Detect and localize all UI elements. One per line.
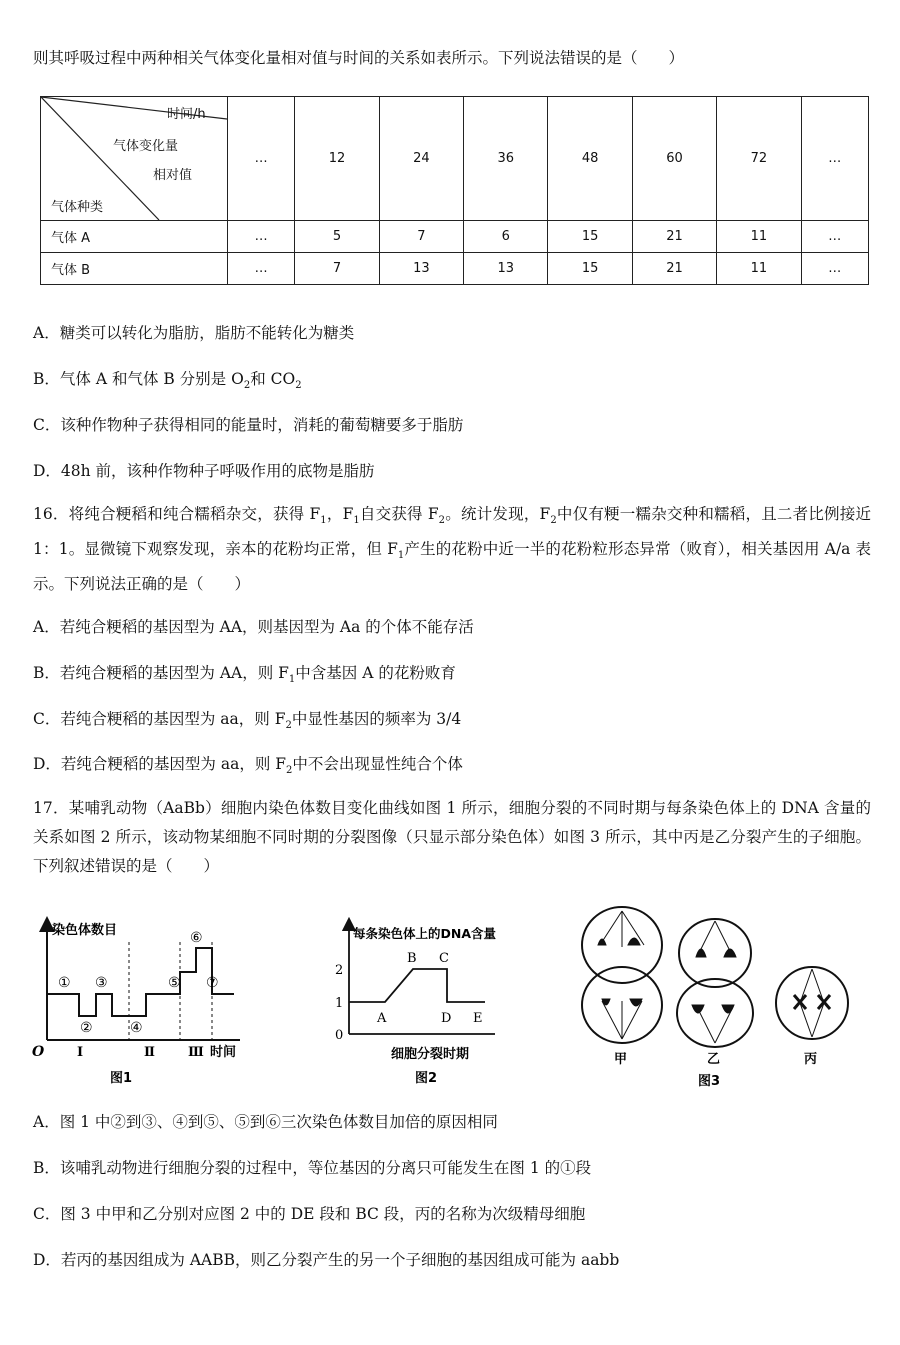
table-row — [41, 221, 869, 253]
q16-stem: 16．将纯合粳稻和纯合糯稻杂交，获得 $F_1$，$F_1$自交获得 $F_2$。统计发现，$F_2$中仅有粳一糯杂交种和糯稻，且二者比例接近 1：1。显微镜下观察发现，亲本的花粉均正常，但 $F_1$产生的花粉中近一半的花粉粒形态异常（败育），相关基因用 A/a 表示。下列说法正确的是（ ） — [33, 505, 871, 594]
q16-option-a: A．若纯合粳稻的基因型为 AA，则基因型为 Aa 的个体不能存活 — [33, 618, 474, 636]
fig2-xlabel: 细胞分裂时期 — [391, 1047, 470, 1062]
fig1-tick-2: Ⅱ — [144, 1045, 155, 1060]
q17-option-b: B．该哺乳动物进行细胞分裂的过程中，等位基因的分离只可能发生在图 1 的①段 — [33, 1159, 592, 1177]
table-cell: 15 — [548, 253, 632, 285]
fig1-tick-1: Ⅰ — [77, 1045, 84, 1060]
table-cell: 15 — [548, 221, 632, 253]
fig2-ytick-0: 0 — [335, 1028, 344, 1043]
corner-kind-label: 气体种类 — [51, 200, 104, 215]
table-corner-cell — [41, 97, 228, 221]
cell-jia — [582, 907, 662, 1043]
table-cell: 7 — [295, 253, 379, 285]
q15-intro: 则其呼吸过程中两种相关气体变化量相对值与时间的关系如表所示。下列说法错误的是（ ） — [33, 49, 685, 67]
fig3-label-yi: 乙 — [707, 1052, 721, 1067]
table-cell: 21 — [632, 253, 716, 285]
fig2-caption: 图2 — [415, 1071, 438, 1086]
header-cell: 24 — [379, 97, 463, 221]
fig1-stage-7: ⑦ — [206, 975, 219, 991]
fig2-point-e: E — [473, 1011, 483, 1026]
figure-1 — [30, 912, 260, 1092]
header-cell: 12 — [295, 97, 379, 221]
cell-bing — [776, 967, 848, 1039]
q17-stem: 17．某哺乳动物（AaBb）细胞内染色体数目变化曲线如图 1 所示，细胞分裂的不同时期与每条染色体上的 DNA 含量的关系如图 2 所示，该动物某细胞不同时期的分裂图像（只显示部分染色体）如图 3 所示，其中丙是乙分裂产生的子细胞。下列叙述错误的是（ ） — [33, 799, 871, 875]
fig3-caption: 图3 — [698, 1074, 721, 1089]
q16-option-d: D．若纯合粳稻的基因型为 aa，则 $F_2$中不会出现显性纯合个体 — [33, 755, 463, 777]
corner-time-label: 时间/h — [167, 107, 206, 122]
table-cell: 13 — [464, 253, 548, 285]
gas-table — [40, 96, 869, 285]
fig1-stage-4: ④ — [130, 1020, 143, 1036]
figure-2 — [325, 912, 555, 1092]
q17-option-d: D．若丙的基因组成为 AABB，则乙分裂产生的另一个子细胞的基因组成可能为 aabb — [33, 1251, 620, 1269]
header-cell: 72 — [717, 97, 801, 221]
fig1-ylabel: 染色体数目 — [52, 923, 118, 938]
table-row — [41, 253, 869, 285]
header-cell: 36 — [464, 97, 548, 221]
fig2-ytick-2: 2 — [335, 963, 344, 978]
fig2-point-a: A — [377, 1011, 387, 1026]
corner-relative-label: 相对值 — [153, 168, 193, 183]
q17-option-a: A．图 1 中②到③、④到⑤、⑤到⑥三次染色体数目加倍的原因相同 — [33, 1113, 498, 1131]
fig3-label-jia: 甲 — [614, 1052, 628, 1067]
q15-option-d: D．48h 前，该种作物种子呼吸作用的底物是脂肪 — [33, 462, 375, 480]
q17-option-c: C．图 3 中甲和乙分别对应图 2 中的 DE 段和 BC 段，丙的名称为次级精母细胞 — [33, 1205, 586, 1223]
table-cell: 7 — [379, 221, 463, 253]
fig1-stage-1: ① — [58, 975, 71, 991]
fig1-tick-3: Ⅲ — [188, 1045, 204, 1060]
fig1-stage-6: ⑥ — [190, 930, 203, 946]
table-cell: 21 — [632, 221, 716, 253]
table-cell: 13 — [379, 253, 463, 285]
q15-option-c: C．该种作物种子获得相同的能量时，消耗的葡萄糖要多于脂肪 — [33, 416, 464, 434]
q16-option-b: B．若纯合粳稻的基因型为 AA，则 $F_1$中含基因 A 的花粉败育 — [33, 664, 456, 686]
table-cell: … — [801, 221, 868, 253]
fig3-label-bing: 丙 — [804, 1052, 818, 1067]
row-label: 气体 B — [41, 253, 228, 285]
table-cell: 11 — [717, 221, 801, 253]
fig2-point-b: B — [407, 951, 417, 966]
header-cell: … — [801, 97, 868, 221]
fig2-point-d: D — [441, 1011, 452, 1026]
table-cell: … — [801, 253, 868, 285]
figure-3 — [580, 905, 870, 1092]
table-cell: … — [228, 221, 295, 253]
header-cell: 48 — [548, 97, 632, 221]
table-cell: 5 — [295, 221, 379, 253]
q15-option-a: A．糖类可以转化为脂肪，脂肪不能转化为糖类 — [33, 324, 355, 342]
q16-option-c: C．若纯合粳稻的基因型为 aa，则 $F_2$中显性基因的频率为 3/4 — [33, 710, 462, 732]
table-header-row — [41, 97, 869, 221]
fig1-stage-2: ② — [80, 1020, 93, 1036]
fig2-ytick-1: 1 — [335, 996, 344, 1011]
row-label: 气体 A — [41, 221, 228, 253]
fig2-ylabel: 每条染色体上的DNA含量 — [353, 926, 497, 941]
table-cell: … — [228, 253, 295, 285]
q15-option-b: B．气体 A 和气体 B 分别是 $O_2$和 $CO_2$ — [33, 370, 302, 392]
fig1-stage-3: ③ — [95, 975, 108, 991]
cell-yi — [677, 919, 753, 1047]
fig1-stage-5: ⑤ — [168, 975, 181, 991]
fig1-origin: O — [32, 1044, 45, 1060]
table-cell: 11 — [717, 253, 801, 285]
fig1-caption: 图1 — [110, 1071, 133, 1086]
corner-change-label: 气体变化量 — [113, 139, 179, 154]
fig2-point-c: C — [439, 951, 449, 966]
header-cell: 60 — [632, 97, 716, 221]
fig2-curve — [349, 969, 485, 1002]
table-cell: 6 — [464, 221, 548, 253]
fig1-xlabel: 时间 — [210, 1045, 237, 1060]
header-cell: … — [228, 97, 295, 221]
